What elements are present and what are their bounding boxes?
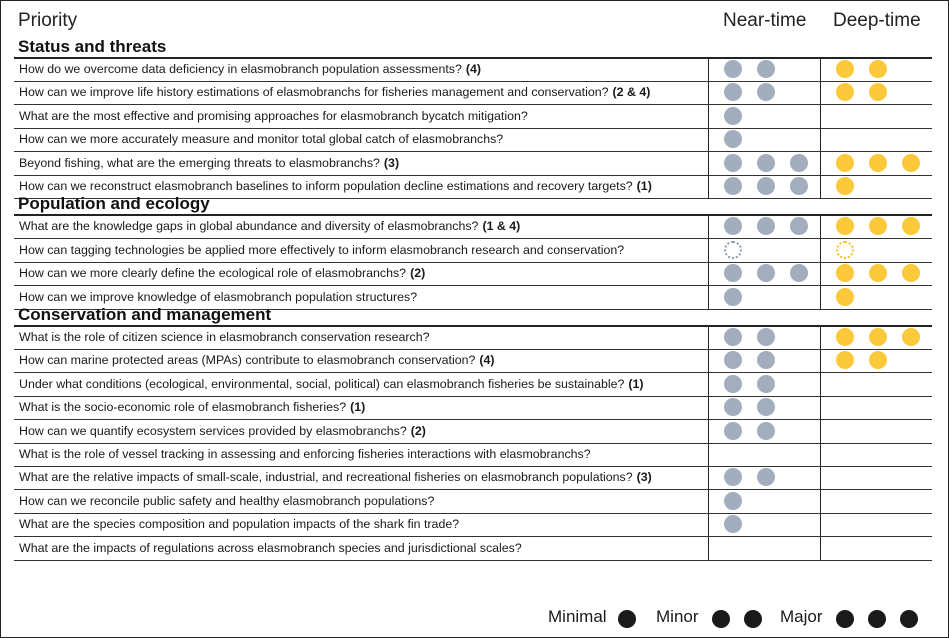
near-time-dot	[724, 492, 742, 510]
near-time-dot	[724, 288, 742, 306]
deep-time-dot	[902, 264, 920, 282]
column-divider	[820, 373, 821, 396]
near-time-dot	[724, 515, 742, 533]
near-time-dot	[724, 83, 742, 101]
table-row	[14, 262, 932, 285]
deep-time-dot	[902, 154, 920, 172]
deep-time-dot	[836, 241, 854, 259]
column-divider	[820, 420, 821, 443]
table-row	[14, 490, 932, 513]
near-time-dot	[724, 422, 742, 440]
column-divider	[708, 58, 709, 81]
question-text: What are the species composition and population impacts of the shark fin trade?	[19, 517, 460, 532]
priority-question	[19, 396, 365, 419]
question-reference: (1)	[636, 179, 652, 193]
column-divider	[708, 396, 709, 419]
column-divider	[820, 537, 821, 560]
priority-question	[19, 326, 429, 349]
question-reference: (4)	[465, 62, 482, 76]
table-row	[14, 81, 932, 104]
near-time-dot	[724, 375, 742, 393]
near-time-dot	[724, 154, 742, 172]
table-row	[14, 152, 932, 175]
legend-minor-label: Minor	[656, 607, 699, 626]
deep-time-dot	[836, 217, 854, 235]
near-time-dot	[757, 468, 775, 486]
near-time-dot	[724, 264, 742, 282]
table-row	[14, 128, 932, 151]
question-reference: (3)	[636, 470, 652, 485]
near-time-dot	[790, 154, 808, 172]
table-row	[14, 396, 932, 419]
deep-time-dot	[902, 217, 920, 235]
column-divider	[708, 326, 709, 349]
priority-question	[19, 373, 644, 396]
near-time-dot	[724, 241, 742, 259]
table-row	[14, 58, 932, 81]
table-row	[14, 443, 932, 466]
near-time-dot	[724, 351, 742, 369]
priority-question	[19, 443, 591, 466]
priority-question	[19, 152, 399, 175]
near-time-dot	[757, 351, 775, 369]
near-time-dot	[757, 217, 775, 235]
column-divider	[708, 349, 709, 372]
column-divider	[820, 262, 821, 285]
table-row	[14, 349, 932, 372]
priority-question	[19, 239, 624, 262]
column-divider	[708, 373, 709, 396]
priority-question	[19, 513, 459, 536]
question-text: What is the role of citizen science in elasmobranch conservation research?	[19, 330, 430, 344]
question-text: How do we overcome data deficiency in elasmobranch population assessments?	[19, 62, 462, 76]
priority-question	[19, 128, 503, 151]
header-priority: Priority	[18, 10, 78, 31]
table-row	[14, 373, 932, 396]
deep-time-dot	[836, 264, 854, 282]
deep-time-dot	[902, 328, 920, 346]
near-time-dot	[757, 60, 775, 78]
near-time-dot	[757, 375, 775, 393]
deep-time-dot	[836, 351, 854, 369]
column-divider	[820, 81, 821, 104]
deep-time-dot	[836, 328, 854, 346]
deep-time-dot	[869, 60, 887, 78]
deep-time-dot	[836, 83, 854, 101]
column-divider	[820, 396, 821, 419]
question-reference: (2 & 4)	[612, 85, 651, 100]
question-reference: (4)	[479, 353, 495, 368]
question-reference: (1)	[628, 376, 644, 391]
column-divider	[820, 128, 821, 151]
priority-question	[19, 58, 481, 81]
column-divider	[820, 215, 821, 238]
column-divider	[820, 175, 821, 198]
deep-time-dot	[869, 328, 887, 346]
question-text: How can we more accurately measure and monitor total global catch of elasmobranchs?	[19, 132, 504, 147]
column-divider	[708, 239, 709, 262]
column-divider	[708, 81, 709, 104]
question-text: Under what conditions (ecological, environmental, social, political) can elasmobranch fisheries be sustainable?	[19, 376, 625, 391]
deep-time-dot	[869, 154, 887, 172]
question-text: What are the most effective and promising approaches for elasmobranch bycatch mitigation?	[19, 108, 528, 123]
near-time-dot	[757, 328, 775, 346]
legend-major-dot-1	[836, 610, 854, 628]
priority-question	[19, 490, 434, 513]
question-text: What is the socio-economic role of elasmobranch fisheries?	[19, 400, 347, 415]
column-divider	[820, 326, 821, 349]
near-time-dot	[757, 83, 775, 101]
section-title: Conservation and management	[18, 305, 272, 324]
column-divider	[708, 175, 709, 198]
question-text: How can we reconcile public safety and healthy elasmobranch populations?	[19, 493, 435, 508]
legend-major-label: Major	[780, 607, 823, 626]
question-text: How can we reconstruct elasmobranch baselines to inform population decline estimations and recovery targets?	[19, 179, 633, 193]
question-text: How can tagging technologies be applied more effectively to inform elasmobranch research and conservation?	[19, 242, 625, 257]
near-time-dot	[790, 177, 808, 195]
question-reference: (1)	[350, 400, 366, 415]
column-divider	[708, 215, 709, 238]
priority-question	[19, 349, 495, 372]
near-time-dot	[724, 217, 742, 235]
row-rule	[14, 560, 932, 561]
header-deep-time: Deep-time	[833, 10, 921, 31]
table-row	[14, 239, 932, 262]
legend-minor-dot-1	[712, 610, 730, 628]
near-time-dot	[724, 468, 742, 486]
deep-time-dot	[836, 288, 854, 306]
question-text: How can we improve knowledge of elasmobranch population structures?	[19, 289, 418, 304]
column-divider	[820, 466, 821, 489]
priority-question	[19, 537, 522, 560]
column-divider	[708, 105, 709, 128]
column-divider	[708, 152, 709, 175]
question-text: What are the knowledge gaps in global abundance and diversity of elasmobranchs?	[19, 219, 479, 234]
column-divider	[820, 152, 821, 175]
legend-minimal-dot	[618, 610, 636, 628]
column-divider	[820, 490, 821, 513]
near-time-dot	[757, 177, 775, 195]
column-divider	[708, 443, 709, 466]
question-text: Beyond fishing, what are the emerging threats to elasmobranchs?	[19, 155, 380, 170]
column-divider	[820, 513, 821, 536]
question-text: What are the impacts of regulations across elasmobranch species and jurisdictional scales?	[19, 540, 522, 555]
column-divider	[820, 443, 821, 466]
deep-time-dot	[836, 154, 854, 172]
table-row	[14, 466, 932, 489]
near-time-dot	[724, 177, 742, 195]
deep-time-dot	[869, 217, 887, 235]
column-divider	[708, 513, 709, 536]
table-row	[14, 105, 932, 128]
question-reference: (3)	[383, 155, 400, 170]
priority-question	[19, 81, 650, 104]
column-divider	[820, 58, 821, 81]
column-divider	[820, 239, 821, 262]
near-time-dot	[724, 107, 742, 125]
column-divider	[708, 128, 709, 151]
question-text: How can we more clearly define the ecological role of elasmobranchs?	[19, 266, 407, 281]
deep-time-dot	[869, 351, 887, 369]
priority-question	[19, 215, 520, 238]
near-time-dot	[724, 328, 742, 346]
deep-time-dot	[836, 60, 854, 78]
near-time-dot	[757, 154, 775, 172]
near-time-dot	[724, 130, 742, 148]
priority-question	[19, 262, 425, 285]
question-text: What are the relative impacts of small-scale, industrial, and recreational fisheries on elasmobranch populations?	[19, 470, 633, 485]
priority-question	[19, 420, 426, 443]
section-title: Population and ecology	[18, 194, 210, 214]
column-divider	[820, 349, 821, 372]
column-divider	[708, 420, 709, 443]
question-reference: (2)	[410, 423, 426, 438]
question-reference: (1 & 4)	[482, 219, 521, 234]
question-reference: (2)	[410, 266, 426, 281]
deep-time-dot	[869, 83, 887, 101]
near-time-dot	[724, 398, 742, 416]
legend-minor-dot-2	[744, 610, 762, 628]
question-text: How can we quantify ecosystem services provided by elasmobranchs?	[19, 423, 407, 438]
table-row	[14, 420, 932, 443]
header-near-time: Near-time	[723, 10, 807, 31]
legend-major-dot-2	[868, 610, 886, 628]
table-row	[14, 326, 932, 349]
legend-minimal-label: Minimal	[548, 607, 607, 626]
priority-question	[19, 105, 528, 128]
section-title: Status and threats	[18, 37, 167, 56]
column-divider	[708, 537, 709, 560]
column-divider	[820, 105, 821, 128]
deep-time-dot	[836, 177, 854, 195]
near-time-dot	[790, 217, 808, 235]
near-time-dot	[757, 422, 775, 440]
near-time-dot	[790, 264, 808, 282]
priority-question	[19, 466, 652, 489]
column-divider	[708, 262, 709, 285]
question-text: How can marine protected areas (MPAs) contribute to elasmobranch conservation?	[19, 353, 476, 368]
column-divider	[820, 286, 821, 309]
table-row	[14, 513, 932, 536]
table-row	[14, 215, 932, 238]
near-time-dot	[724, 60, 742, 78]
question-text: How can we improve life history estimations of elasmobranchs for fisheries management and conservation?	[19, 85, 609, 100]
legend-major-dot-3	[900, 610, 918, 628]
near-time-dot	[757, 264, 775, 282]
column-divider	[708, 286, 709, 309]
table-row	[14, 537, 932, 560]
deep-time-dot	[869, 264, 887, 282]
column-divider	[708, 466, 709, 489]
column-divider	[708, 490, 709, 513]
question-text: What is the role of vessel tracking in assessing and enforcing fisheries interactions with elasmobranchs?	[19, 447, 591, 461]
near-time-dot	[757, 398, 775, 416]
